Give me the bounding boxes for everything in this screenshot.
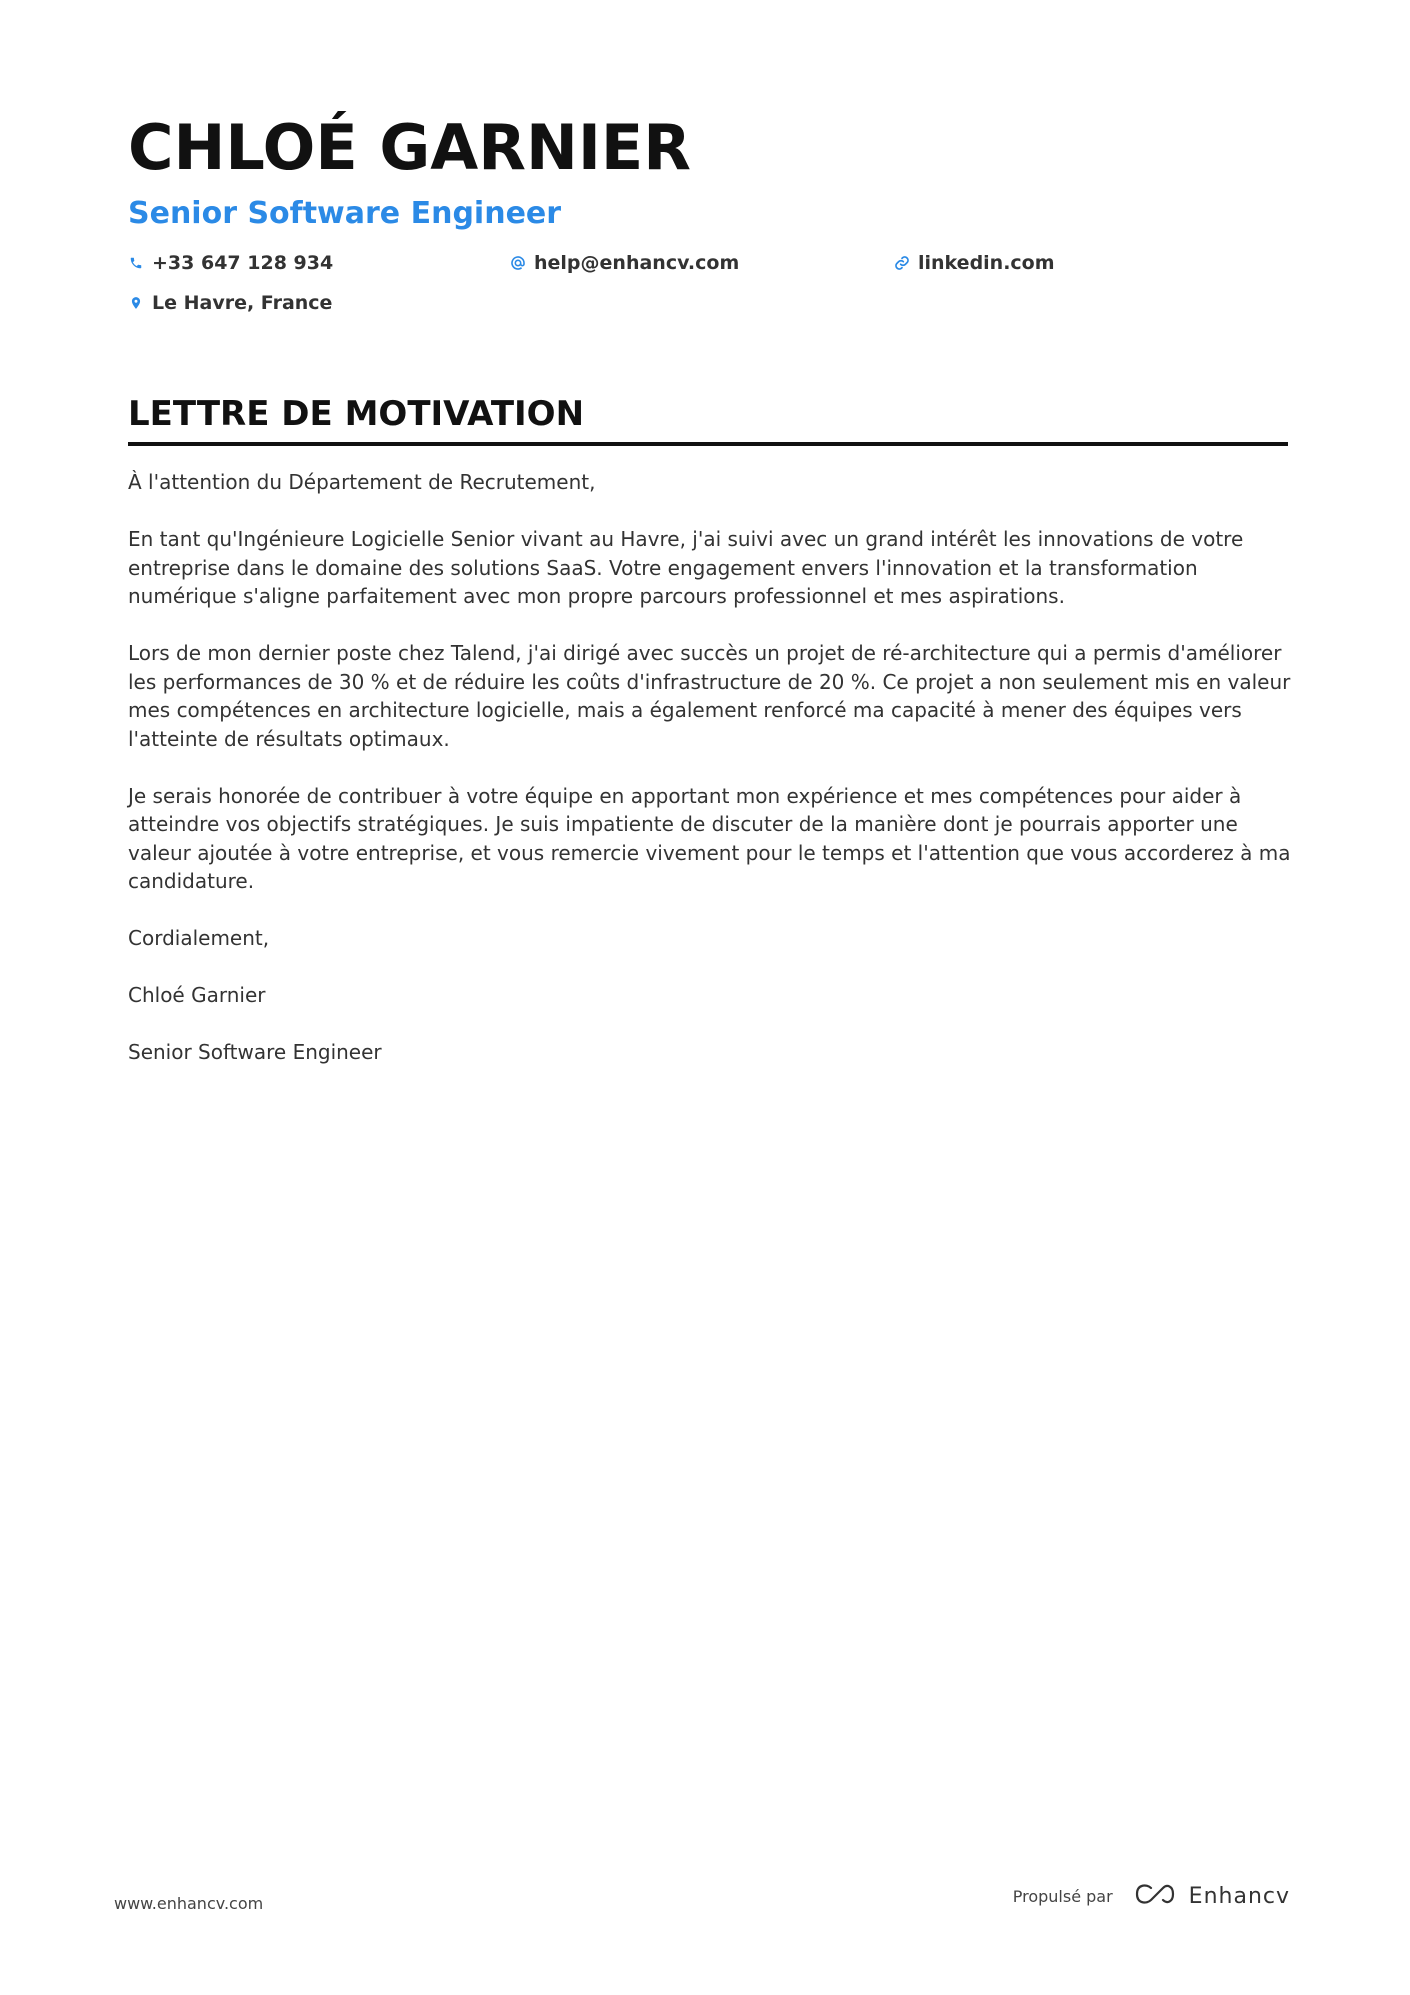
letter-body: [128, 468, 1298, 1095]
brand-name: Enhancv: [1188, 1883, 1290, 1909]
letter-greeting: À l'attention du Département de Recrutement,: [128, 470, 596, 494]
signature-title: Senior Software Engineer: [128, 1040, 382, 1064]
section-title: LETTRE DE MOTIVATION: [128, 392, 1288, 446]
location-pin-icon: [128, 295, 144, 311]
letter-closing: Cordialement,: [128, 926, 270, 950]
contact-phone: [128, 252, 333, 274]
brand-logo[interactable]: [1133, 1882, 1290, 1910]
letter-paragraph-3: Je serais honorée de contribuer à votre équipe en apportant mon expérience et mes compétences pour aider à atteindre vos objectifs stratégiques. Je suis impatiente de discuter de la manière dont je pourrais apporter une valeur ajoutée à votre entreprise, et vous remercie vivement pour le temps et l'attention que vous accorderez à ma candidature.: [128, 783, 1291, 893]
letter-paragraph-2: Lors de mon dernier poste chez Talend, j'ai dirigé avec succès un projet de ré-architecture qui a permis d'améliorer les performances de 30 % et de réduire les coûts d'infrastructure de 20 %. Ce projet a non seulement mis en valeur mes compétences en architecture logicielle, mais a également renforcé ma capacité à mener des équipes vers l'atteinte de résultats optimaux.: [128, 641, 1291, 751]
contact-link[interactable]: [894, 252, 1055, 274]
contact-email[interactable]: [510, 252, 739, 274]
resume-header: [128, 108, 1288, 332]
footer-website[interactable]: www.enhancv.com: [114, 1894, 264, 1913]
contact-info: [128, 252, 1288, 332]
signature-name: Chloé Garnier: [128, 983, 266, 1007]
email-text: help@enhancv.com: [534, 252, 740, 274]
link-icon: [894, 255, 910, 271]
phone-text: +33 647 128 934: [152, 252, 334, 274]
candidate-role: Senior Software Engineer: [128, 196, 562, 231]
contact-location: [128, 292, 332, 314]
link-text: linkedin.com: [918, 252, 1055, 274]
location-text: Le Havre, France: [152, 292, 333, 314]
candidate-name: CHLOÉ GARNIER: [128, 111, 691, 184]
letter-paragraph-1: En tant qu'Ingénieure Logicielle Senior vivant au Havre, j'ai suivi avec un grand intérêt les innovations de votre entreprise dans le domaine des solutions SaaS. Votre engagement envers l'innovation et la transformation numérique s'aligne parfaitement avec mon propre parcours professionnel et mes aspirations.: [128, 527, 1244, 608]
phone-icon: [128, 255, 144, 271]
enhancv-logo-icon: [1133, 1882, 1177, 1910]
at-icon: [510, 255, 526, 271]
footer-branding: [1013, 1882, 1290, 1910]
powered-by-text: Propulsé par: [1012, 1886, 1113, 1906]
